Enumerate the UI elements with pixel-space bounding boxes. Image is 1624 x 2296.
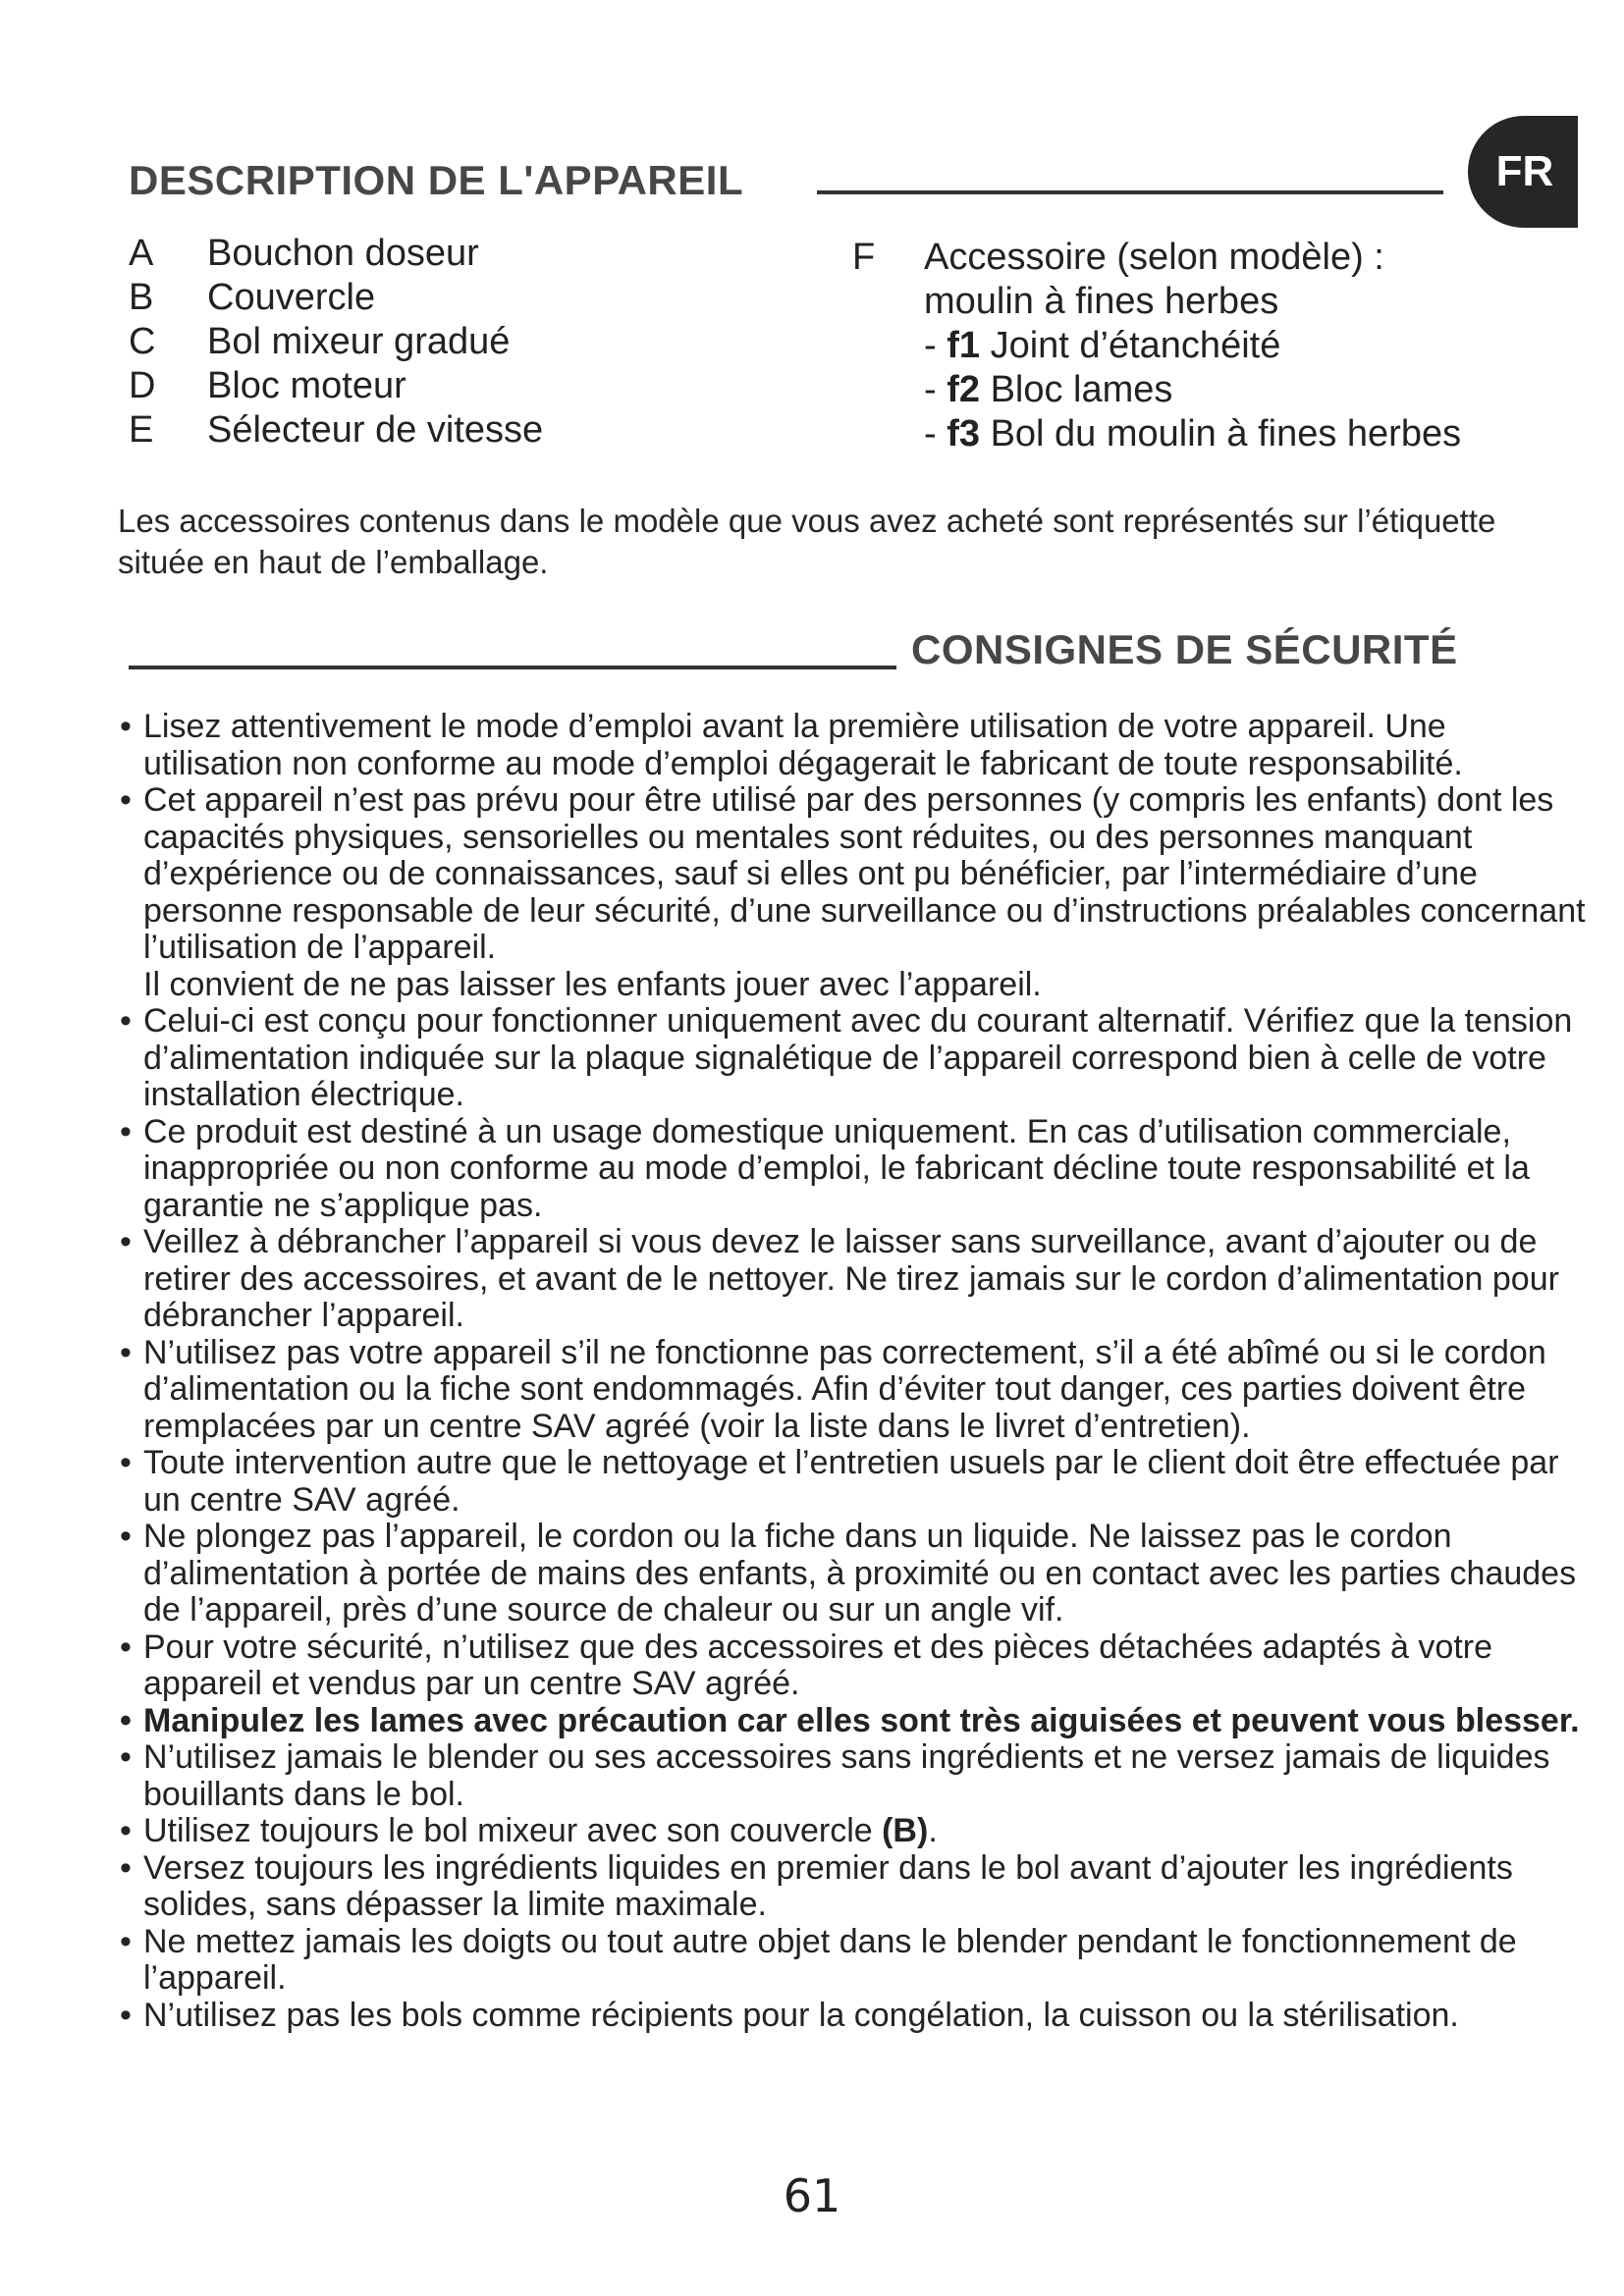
list-item: • Ne mettez jamais les doigts ou tout autre objet dans le blender pendant le fonctionnement de l’appareil.: [116, 1924, 1589, 1998]
part-label: Sélecteur de vitesse: [207, 409, 544, 451]
safety-heading: CONSIGNES DE SÉCURITÉ: [911, 626, 1458, 672]
list-item-warning: • Manipulez les lames avec précaution car elles sont très aiguisées et peuvent vous blesser.: [116, 1703, 1589, 1740]
list-item: • Ce produit est destiné à un usage domestique uniquement. En cas d’utilisation commerciale, inappropriée ou non conforme au mode d’emploi, le fabricant décline toute responsabilité et la garantie ne s’applique pas.: [116, 1114, 1589, 1225]
list-item: • Versez toujours les ingrédients liquides en premier dans le bol avant d’ajouter les ingrédients solides, sans dépasser la limite maximale.: [116, 1850, 1589, 1924]
description-heading: DESCRIPTION DE L'APPAREIL: [129, 157, 744, 203]
part-letter: E: [129, 409, 154, 451]
list-item: • Toute intervention autre que le nettoyage et l’entretien usuels par le client doit être effectuée par un centre SAV agréé.: [116, 1445, 1589, 1519]
list-item: • Pour votre sécurité, n’utilisez que des accessoires et des pièces détachées adaptés à votre appareil et vendus par un centre SAV agréé.: [116, 1629, 1589, 1703]
parts-list-left: [129, 232, 543, 453]
safety-instructions-list: [116, 709, 1589, 2034]
part-sub-item: - f3 Bol du moulin à fines herbes: [924, 413, 1462, 454]
part-label-line2: moulin à fines herbes: [924, 281, 1279, 322]
part-letter: B: [129, 277, 154, 318]
part-letter: F: [852, 237, 876, 278]
page-number: 61: [783, 2169, 841, 2222]
part-letter: C: [129, 321, 156, 362]
part-row: [129, 276, 543, 320]
part-row: [129, 408, 543, 453]
part-row: [129, 320, 543, 364]
list-item: • Veillez à débrancher l’appareil si vous devez le laisser sans surveillance, avant d’ajouter ou de retirer des accessoires, et avant de le nettoyer. Ne tirez jamais sur le cordon d’alimentation pour débrancher l’appareil.: [116, 1224, 1589, 1335]
list-item: • Lisez attentivement le mode d’emploi avant la première utilisation de votre appareil. Une utilisation non conforme au mode d’emploi dégagerait le fabricant de toute responsabilité.: [116, 709, 1589, 782]
list-item: • N’utilisez pas votre appareil s’il ne fonctionne pas correctement, s’il a été abîmé ou si le cordon d’alimentation ou la fiche sont endommagés. Afin d’éviter tout danger, ces parties doivent être remplacées par un centre SAV agréé (voir la liste dans le livret d’entretien).: [116, 1335, 1589, 1446]
list-item: • Utilisez toujours le bol mixeur avec son couvercle (B).: [116, 1813, 1589, 1850]
accessories-note: Les accessoires contenus dans le modèle que vous avez acheté sont représentés sur l’étiquette située en haut de l’emballage.: [118, 503, 1496, 580]
list-item: • N’utilisez pas les bols comme récipients pour la congélation, la cuisson ou la stérilisation.: [116, 1998, 1589, 2035]
part-row: [129, 232, 543, 276]
part-f-block: [852, 236, 1461, 456]
part-label: Bouchon doseur: [207, 233, 479, 274]
part-row: [129, 364, 543, 408]
list-item: • Ne plongez pas l’appareil, le cordon ou la fiche dans un liquide. Ne laissez pas le cordon d’alimentation à portée de mains des enfants, à proximité ou en contact avec les parties chaudes de l’appareil, près d’une source de chaleur ou sur un angle vif.: [116, 1519, 1589, 1629]
part-sub-item: - f1 Joint d’étanchéité: [924, 325, 1281, 366]
language-tab: FR: [1468, 116, 1578, 228]
list-item: • Cet appareil n’est pas prévu pour être utilisé par des personnes (y compris les enfants) dont les capacités physiques, sensorielles ou mentales sont réduites, ou des personnes manquant d’expérience ou de connaissances, sauf si elles ont pu bénéficier, par l’intermédiaire d’une personne responsable de leur sécurité, d’une surveillance ou d’instructions préalables concernant l’utilisation de l’appareil. Il convient de ne pas laisser les enfants jouer avec l’appareil.: [116, 782, 1589, 1003]
part-label: Couvercle: [207, 277, 376, 318]
part-letter: A: [129, 233, 154, 274]
description-heading-rule: [817, 190, 1443, 194]
part-letter: D: [129, 365, 156, 406]
part-label: Bol mixeur gradué: [207, 321, 511, 362]
part-label: Accessoire (selon modèle) :: [924, 237, 1384, 278]
part-sub-item: - f2 Bloc lames: [924, 369, 1173, 410]
list-item: • N’utilisez jamais le blender ou ses accessoires sans ingrédients et ne versez jamais de liquides bouillants dans le bol.: [116, 1739, 1589, 1813]
safety-heading-rule: [129, 666, 896, 669]
part-label: Bloc moteur: [207, 365, 406, 406]
list-item: • Celui-ci est conçu pour fonctionner uniquement avec du courant alternatif. Vérifiez que la tension d’alimentation indiquée sur la plaque signalétique de l’appareil correspond bien à celle de votre installation électrique.: [116, 1003, 1589, 1114]
